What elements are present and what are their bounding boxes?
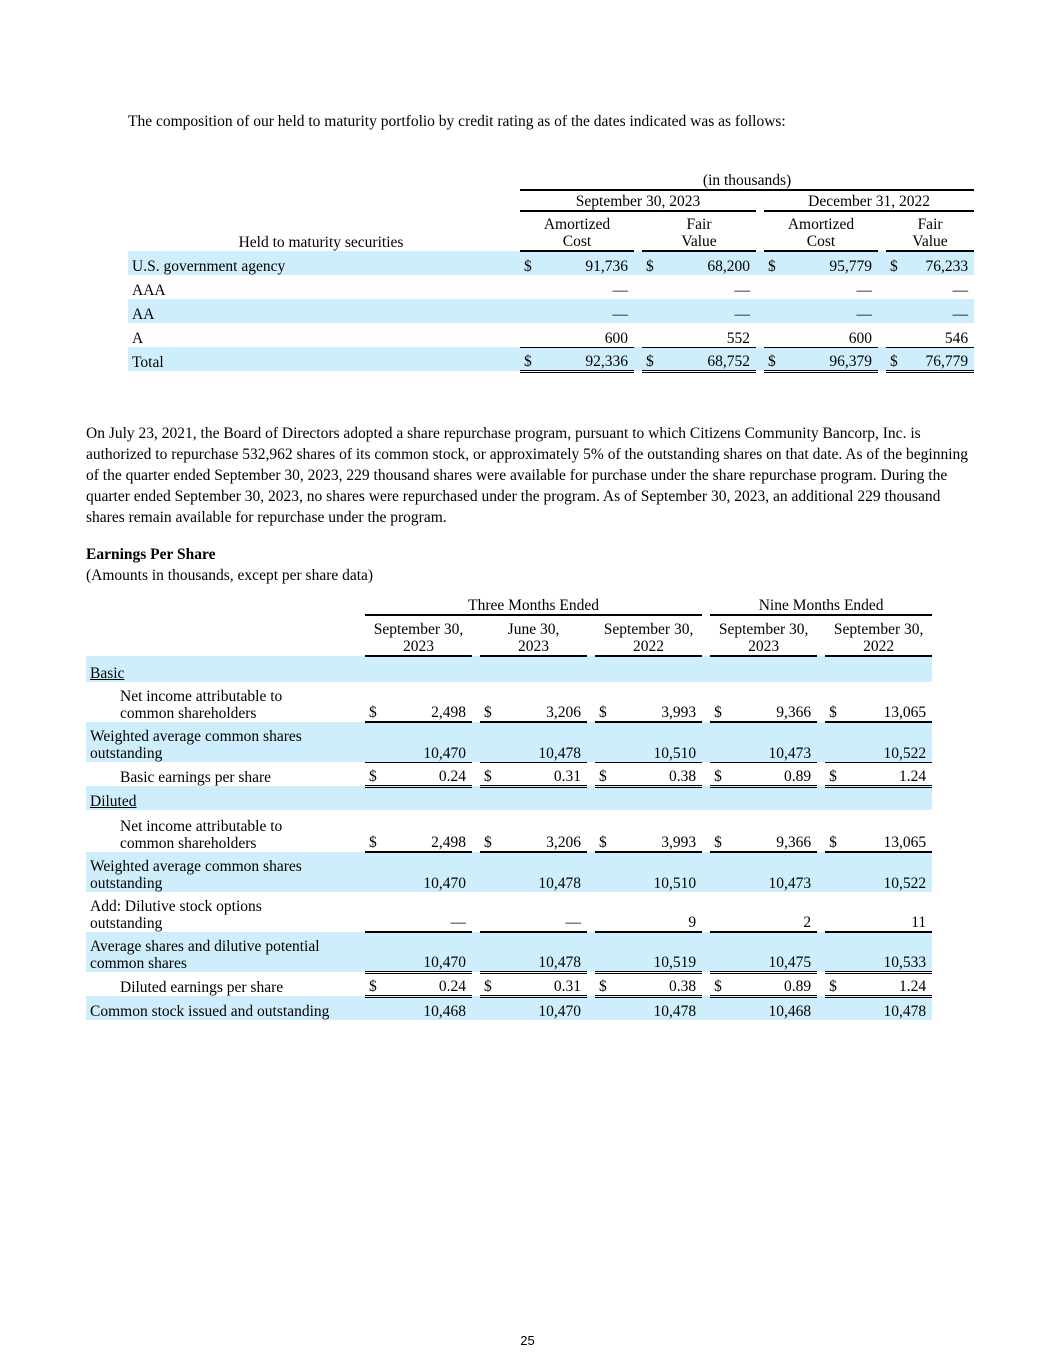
htm-col-fair-value-1: Fair Value bbox=[642, 211, 756, 251]
share-repurchase-paragraph: On July 23, 2021, the Board of Directors adopted a share repurchase program, pursuant to which Citizens Community Bancorp, Inc. is authorized to repurchase 532,962 shares of its common stock, or approximately 5% of the outstanding shares on that date. As of the beginning of the quarter ended September 30, 2023, 229 thousand shares were available for purchase under the share repurchase program. During the quarter ended September 30, 2023, no shares were repurchased under the program. As of September 30, 2023, an additional 229 thousand shares remain available for repurchase under the program. bbox=[86, 425, 969, 526]
htm-units: (in thousands) bbox=[520, 170, 974, 190]
eps-section-basic: Basic bbox=[86, 656, 932, 682]
eps-group-nine-months: Nine Months Ended bbox=[710, 594, 932, 615]
htm-row-us-gov: U.S. government agency $ 91,736 $ 68,200 $ 95,779 $ 76,233 bbox=[128, 251, 974, 275]
eps-row-common-stock-outstanding: Common stock issued and outstanding 10,468 10,470 10,478 10,468 10,478 bbox=[86, 996, 932, 1020]
eps-row-dilutive-options: Add: Dilutive stock options outstanding — — 9 2 11 bbox=[86, 892, 932, 932]
eps-row-net-income-basic: Net income attributable to common shareholders $ 2,498 $ 3,206 $ 3,993 $ 9,366 $ 13,065 bbox=[86, 682, 932, 722]
eps-row-basic-eps: Basic earnings per share $ 0.24 $ 0.31 $ 0.38 $ 0.89 $ 1.24 bbox=[86, 762, 932, 786]
eps-row-weighted-avg-diluted: Weighted average common shares outstanding 10,470 10,478 10,510 10,473 10,522 bbox=[86, 852, 932, 892]
eps-row-avg-dilutive-shares: Average shares and dilutive potential common shares 10,470 10,478 10,519 10,475 10,533 bbox=[86, 932, 932, 972]
eps-col-5: September 30, 2022 bbox=[825, 615, 932, 656]
htm-row-total: Total $ 92,336 $ 68,752 $ 96,379 $ 76,779 bbox=[128, 347, 974, 371]
page-number: 25 bbox=[520, 1333, 535, 1348]
htm-table bbox=[128, 170, 974, 373]
eps-heading: Earnings Per Share bbox=[86, 546, 216, 563]
htm-col-amortized-cost-2: Amortized Cost bbox=[764, 211, 878, 251]
eps-row-diluted-eps: Diluted earnings per share $ 0.24 $ 0.31 $ 0.38 $ 0.89 $ 1.24 bbox=[86, 972, 932, 996]
eps-subheading: (Amounts in thousands, except per share data) bbox=[86, 567, 374, 584]
eps-row-weighted-avg-basic: Weighted average common shares outstanding 10,470 10,478 10,510 10,473 10,522 bbox=[86, 722, 932, 762]
eps-col-1: September 30, 2023 bbox=[365, 615, 472, 656]
eps-col-3: September 30, 2022 bbox=[595, 615, 702, 656]
htm-row-aa: AA — — — — bbox=[128, 299, 974, 323]
eps-group-three-months: Three Months Ended bbox=[365, 594, 702, 615]
htm-row-a: A 600 552 600 546 bbox=[132, 329, 969, 347]
eps-col-4: September 30, 2023 bbox=[710, 615, 817, 656]
eps-col-2: June 30, 2023 bbox=[480, 615, 587, 656]
eps-section-diluted: Diluted bbox=[86, 786, 932, 810]
htm-col-fair-value-2: Fair Value bbox=[886, 211, 974, 251]
htm-col-amortized-cost-1: Amortized Cost bbox=[520, 211, 634, 251]
intro-text: The composition of our held to maturity portfolio by credit rating as of the dates indicated was as follows: bbox=[128, 113, 786, 130]
eps-table bbox=[86, 594, 932, 1020]
htm-period-2: December 31, 2022 bbox=[764, 190, 974, 211]
htm-row-header: Held to maturity securities bbox=[238, 234, 404, 251]
htm-period-1: September 30, 2023 bbox=[520, 190, 756, 211]
htm-row-aaa: AAA — — — — bbox=[132, 282, 969, 299]
eps-row-net-income-diluted: Net income attributable to common shareholders $ 2,498 $ 3,206 $ 3,993 $ 9,366 $ 13,065 bbox=[86, 810, 932, 852]
